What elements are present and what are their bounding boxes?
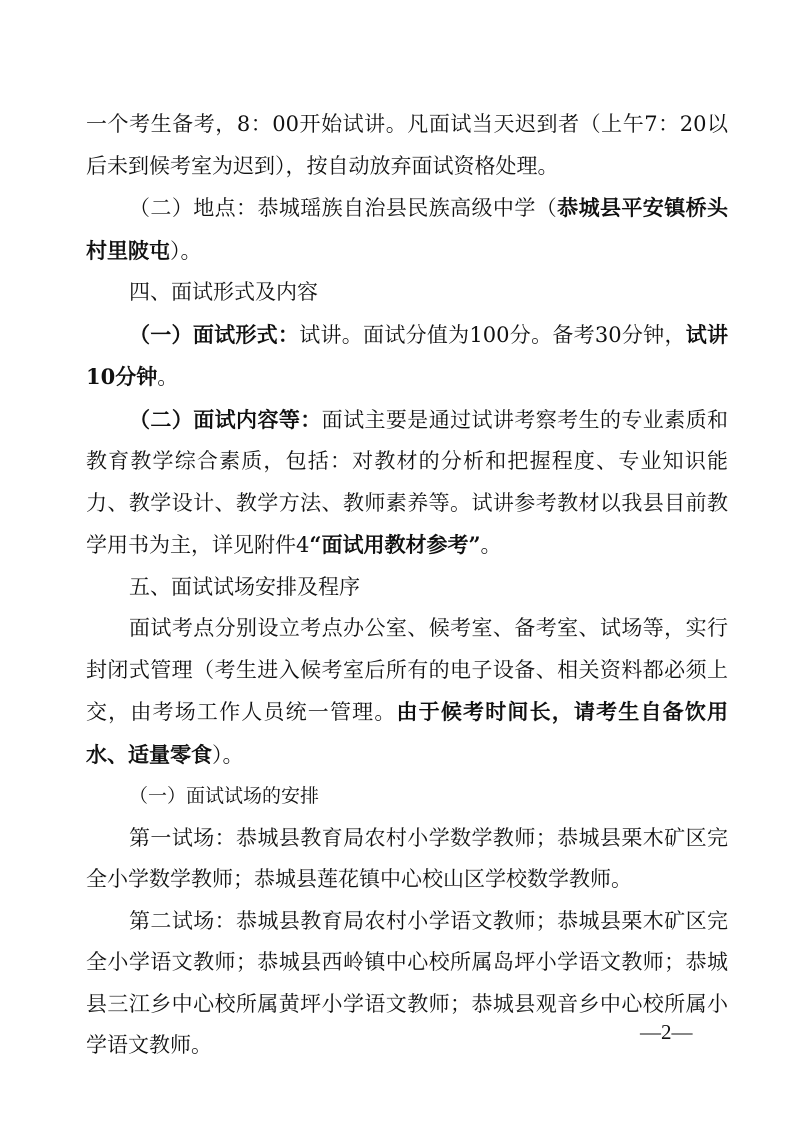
paragraph — [86, 187, 728, 272]
bold-text-run: “面试用教材参考” — [309, 532, 481, 557]
bold-text-run: 恭城县平安镇桥头村里陂屯 — [86, 195, 729, 263]
document-body — [86, 104, 728, 1067]
paragraph — [86, 901, 728, 1067]
text-run: 。 — [157, 365, 179, 389]
paragraph — [86, 567, 728, 609]
text-run: 面试主要是通过试讲考察考生的专业素质和教育教学综合素质，包括：对教材的分析和把握程度、专业知识能力、教学设计、教学方法、教师素养等。试讲参考教材以我县目前教学用书为主，详见附件4 — [86, 407, 729, 557]
bold-text-run: 由于候考时间长，请考生自备饮用水、适量零食 — [86, 699, 728, 767]
text-run: （一）面试试场的安排 — [129, 785, 320, 807]
text-run: 试讲。面试分值为100分。备考30分钟， — [299, 322, 686, 347]
paragraph — [86, 818, 728, 901]
text-run: 五、面试试场安排及程序 — [129, 574, 360, 599]
text-run: 第一试场：恭城县教育局农村小学数学教师；恭城县栗木矿区完全小学数学教师；恭城县莲花镇中心校山区学校数学教师。 — [86, 825, 728, 891]
paragraph — [86, 776, 728, 818]
paragraph — [86, 399, 728, 567]
paragraph — [86, 272, 728, 314]
bold-text-run: （二）面试内容等： — [129, 406, 322, 432]
text-run: 面试考点分别设立考点办公室、候考室、备考室、试场等，实行封闭式管理（考生进入候考室后所有的电子设备、相关资料都必须上交，由考场工作人员统一管理。 — [86, 616, 728, 724]
text-run: 四、面试形式及内容 — [129, 280, 318, 304]
bold-text-run: 试讲10分钟 — [86, 321, 729, 389]
text-run: 一个考生备考，8：00开始试讲。凡面试当天迟到者（上午7：20以后未到候考室为迟到），按自动放弃面试资格处理。 — [86, 112, 728, 178]
text-run: 。 — [480, 533, 502, 557]
bold-text-run: （一）面试形式： — [129, 321, 300, 347]
text-run: 第二试场：恭城县教育局农村小学语文教师；恭城县栗木矿区完全小学语文教师；恭城县西岭镇中心校所属岛坪小学语文教师；恭城县三江乡中心校所属黄坪小学语文教师；恭城县观音乡中心校所属小学语文教师。 — [86, 908, 728, 1057]
page-number: —2— — [640, 1020, 693, 1044]
paragraph — [86, 314, 728, 399]
text-run: ）。 — [170, 238, 202, 263]
paragraph — [86, 104, 728, 187]
paragraph — [86, 608, 728, 776]
text-run: （二）地点：恭城瑶族自治县民族高级中学（ — [129, 196, 558, 220]
text-run: ）。 — [212, 742, 244, 767]
